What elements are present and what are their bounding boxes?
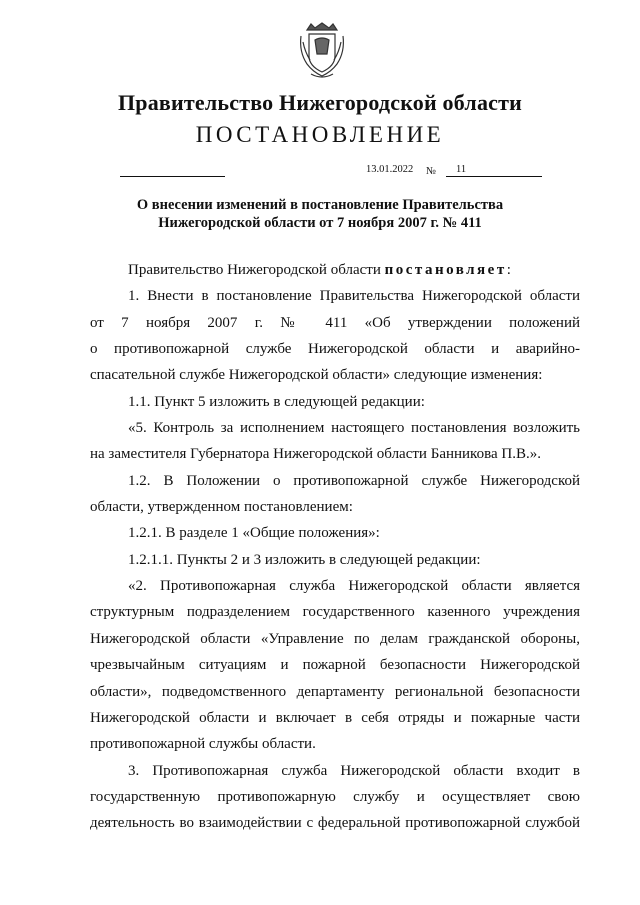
body-line: от 7 ноября 2007 г. № 411 «Об утверждении положений <box>90 314 580 331</box>
body-line: области, утвержденном постановлением: <box>90 499 353 516</box>
document-date: 13.01.2022 <box>366 164 414 175</box>
body-line: 1.1. Пункт 5 изложить в следующей редакции: <box>128 393 425 410</box>
number-underline <box>446 176 542 177</box>
body-line: противопожарной службы области. <box>90 736 316 753</box>
body-line: 1.2.1.1. Пункты 2 и 3 изложить в следующей редакции: <box>128 551 481 568</box>
body-line: структурным подразделением государственного казенного учреждения <box>90 604 580 621</box>
signature-blank-line <box>120 176 225 177</box>
body-line: спасательной службе Нижегородской области» следующие изменения: <box>90 367 543 384</box>
preamble-colon: : <box>506 262 511 278</box>
body-line: о противопожарной службе Нижегородской области и аварийно- <box>90 341 580 358</box>
body-line: «5. Контроль за исполнением настоящего постановления возложить <box>128 420 580 437</box>
document-number: 11 <box>456 164 467 175</box>
body-line: деятельность во взаимодействии с федеральной противопожарной службой <box>90 815 580 832</box>
preamble-verb: постановляет <box>384 262 507 278</box>
body-line: 3. Противопожарная служба Нижегородской области входит в <box>128 762 580 779</box>
number-sign: № <box>426 166 437 177</box>
body-line: Нижегородской области «Управление по делам гражданской обороны, <box>90 630 580 647</box>
preamble <box>90 257 580 283</box>
body-line: на заместителя Губернатора Нижегородской области Банникова П.В.». <box>90 446 541 463</box>
document-type-heading: ПОСТАНОВЛЕНИЕ <box>195 122 445 147</box>
body-line: 1.2. В Положении о противопожарной службе Нижегородской <box>128 472 580 489</box>
document-subject <box>0 196 640 232</box>
body-line: чрезвычайным ситуациям и пожарной безопасности Нижегородской <box>90 657 580 674</box>
body-line: государственную противопожарную службу и осуществляет свою <box>90 788 580 805</box>
body-line: 1. Внести в постановление Правительства Нижегородской области <box>128 288 580 305</box>
subject-line-2: Нижегородской области от 7 ноября 2007 г. № 411 <box>158 215 482 231</box>
government-title: Правительство Нижегородской области <box>117 90 522 115</box>
coat-of-arms-icon <box>297 22 347 82</box>
document-body <box>90 257 580 837</box>
preamble-text: Правительство Нижегородской области <box>128 262 381 278</box>
body-line: «2. Противопожарная служба Нижегородской области является <box>128 578 580 595</box>
body-line: Нижегородской области и включает в себя отряды и пожарные части <box>90 709 580 726</box>
body-line: 1.2.1. В разделе 1 «Общие положения»: <box>128 525 380 542</box>
body-line: области», подведомственного департаменту региональной безопасности <box>90 683 580 700</box>
subject-line-1: О внесении изменений в постановление Правительства <box>136 197 504 213</box>
